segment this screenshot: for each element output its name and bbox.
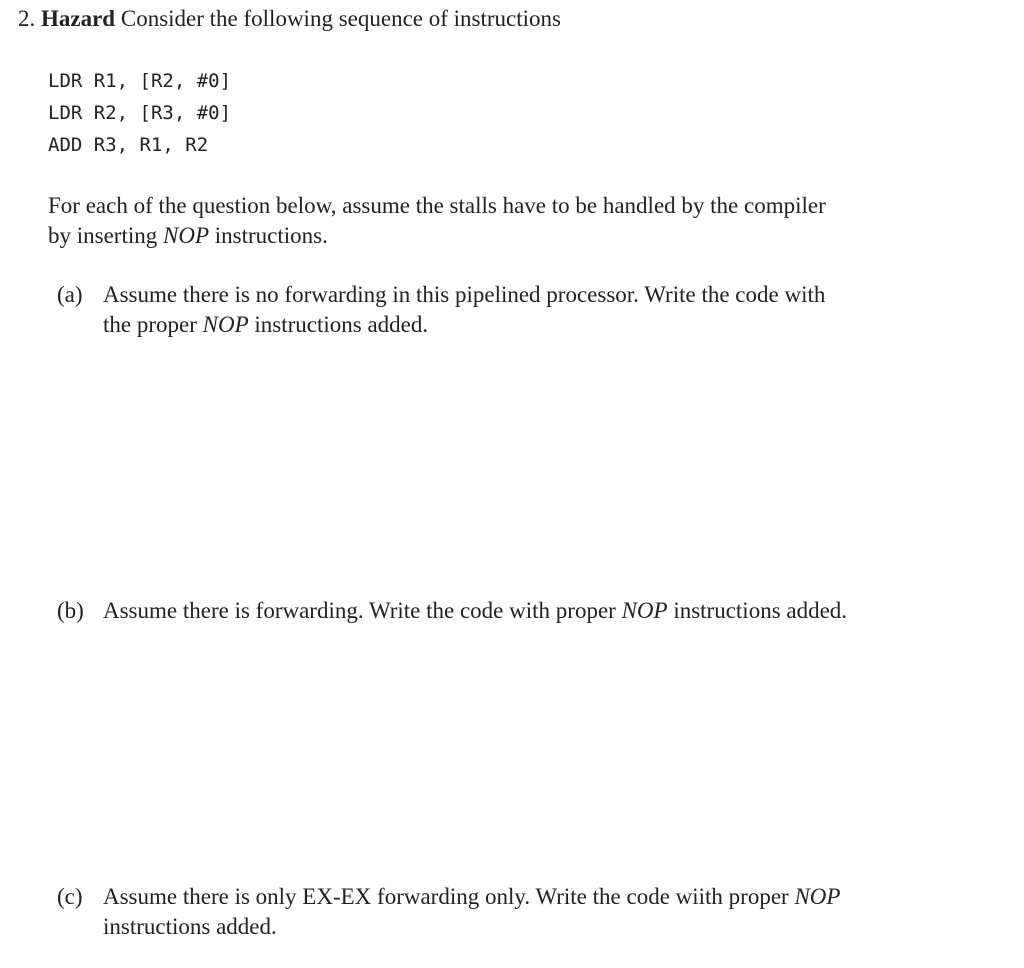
part-a-text: Assume there is no forwarding in this pipelined processor. Write the code with (103, 282, 826, 307)
code-line: LDR R2, [R3, #0] (48, 102, 232, 124)
part-c-text-2: instructions added. (103, 914, 277, 939)
part-b-label: (b) (57, 598, 84, 623)
part-c-label: (c) (57, 884, 83, 909)
part-a-label: (a) (57, 282, 83, 307)
part-b-text: Assume there is forwarding. Write the code with proper NOP instructions added. (103, 598, 848, 623)
instructions-text: For each of the question below, assume the stalls have to be handled by the compiler (48, 193, 826, 218)
code-line: LDR R1, [R2, #0] (48, 70, 232, 92)
question-heading: 2. Hazard Consider the following sequence of instructions (18, 6, 561, 31)
part-c-text: Assume there is only EX-EX forwarding only. Write the code wiith proper NOP (103, 884, 841, 909)
instructions-text-2: by inserting NOP instructions. (48, 223, 328, 248)
code-line: ADD R3, R1, R2 (48, 134, 209, 156)
part-a-text-2: the proper NOP instructions added. (103, 312, 429, 337)
